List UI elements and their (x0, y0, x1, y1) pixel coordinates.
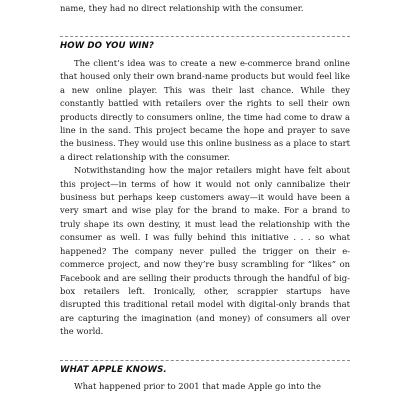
section-what-apple-knows (60, 360, 350, 393)
intro-tail-text: name, they had no direct relationship with the consumer. (60, 3, 304, 13)
section-heading: HOW DO YOU WIN? (60, 41, 154, 51)
body-paragraph: Notwithstanding how the major retailers might have felt about this project—in terms of how it would not only cannibalize their business but perhaps keep customers away—it would have been a very smart and wise play for the brand to make. For a brand to truly shape its own destiny, it must lead the relationship with the consumer as well. I was fully behind this initiative . . . so what happened? The company never pulled the trigger on their e-commerce project, and now they’re busy scrambling for “likes” on Facebook and are selling their products through the handful of big-box retailers left. Ironically, other, scrappier startups have disrupted this traditional retail model with digital-only brands that are capturing the imagination (and money) of consumers all over the world. (60, 165, 350, 337)
body-paragraph: What happened prior to 2001 that made Apple go into the (74, 381, 321, 391)
section-divider (60, 360, 350, 361)
body-paragraph: The client’s idea was to create a new e-commerce brand online that housed only their own brand-name products but would feel like a new online player. This was their last chance. While they constantly battled with retailers over the rights to sell their own products directly to consumers online, the time had come to draw a line in the sand. This project became the hope and prayer to save the business. They would use this online business as a place to start a direct relationship with the consumer. (60, 58, 350, 162)
section-divider (60, 36, 350, 37)
section-how-do-you-win (60, 36, 350, 339)
section-heading: WHAT APPLE KNOWS. (60, 365, 167, 375)
